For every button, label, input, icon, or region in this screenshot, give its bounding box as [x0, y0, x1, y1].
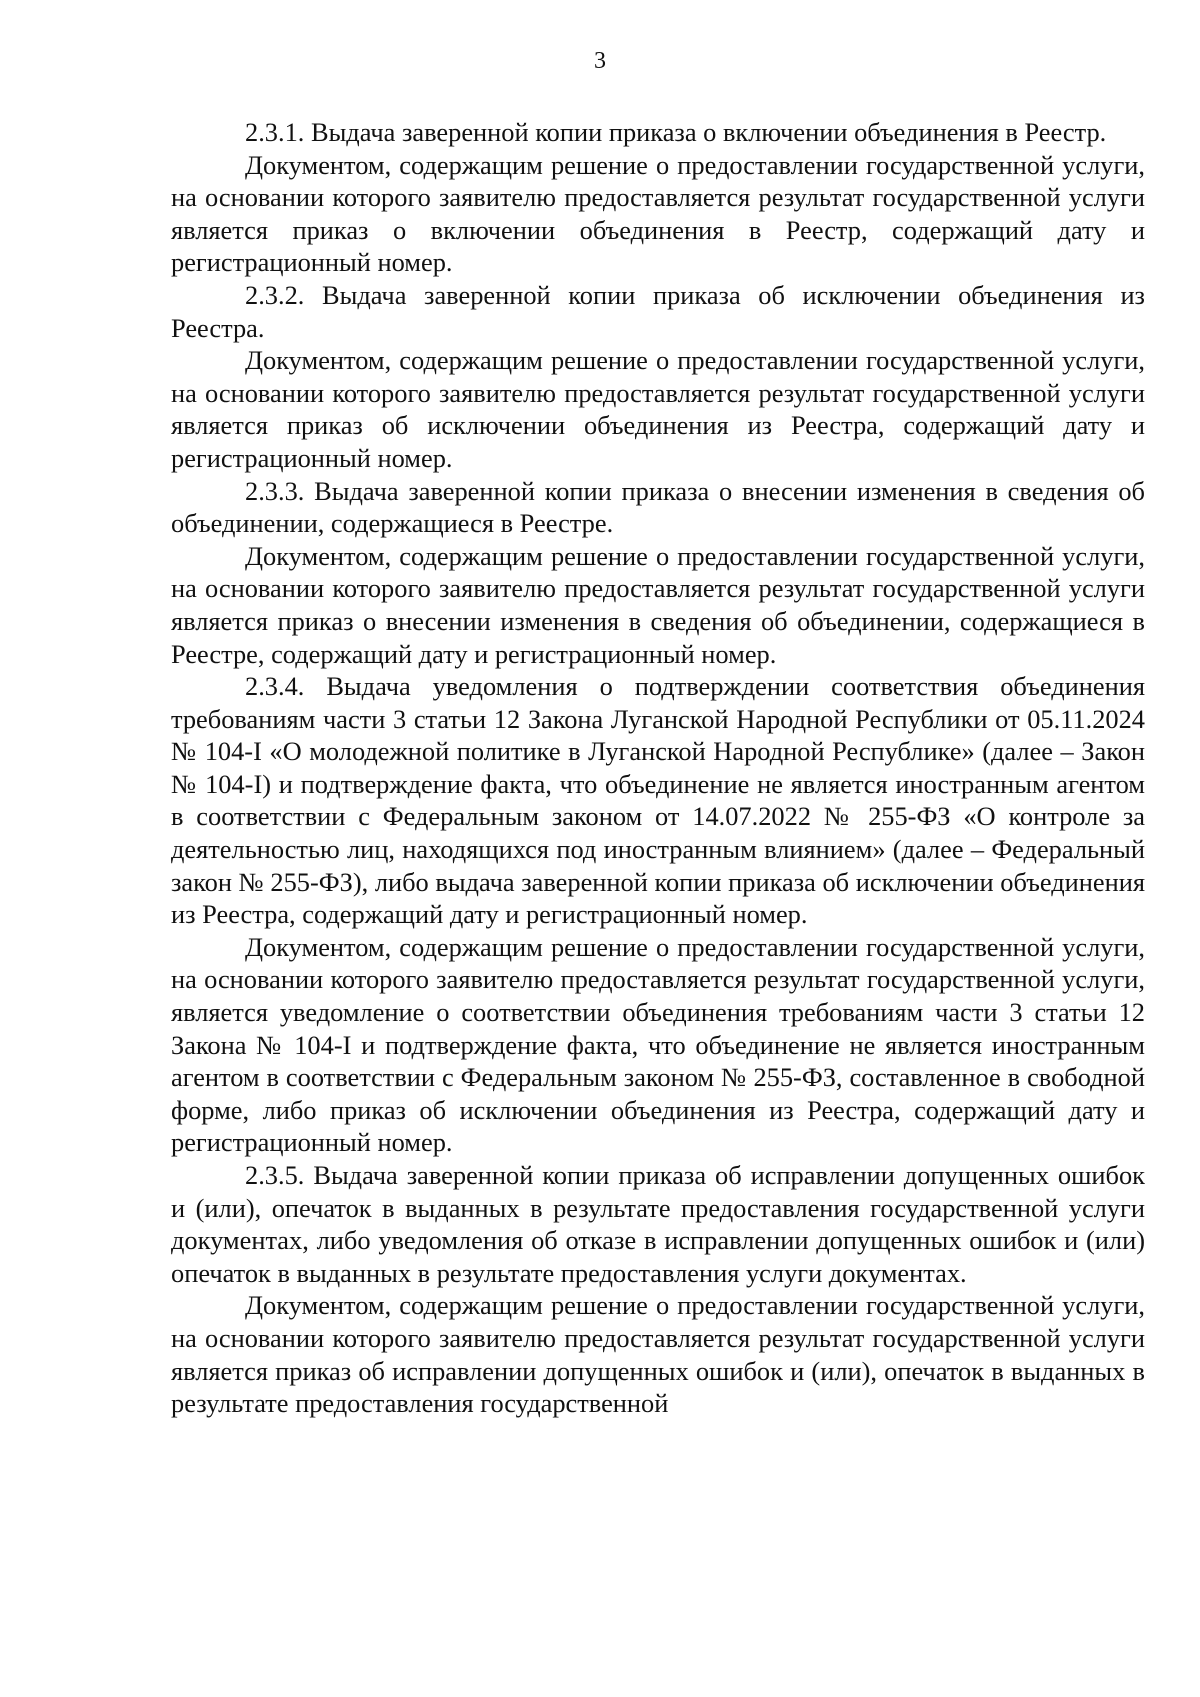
paragraph-2-3-1-result: Документом, содержащим решение о предоставлении государственной услуги, на основании которого заявителю предоставляется результат государственной услуги является приказ о включении объединения в Реестр, содержащий дату и регистрационный номер. [171, 149, 1145, 278]
paragraph-2-3-5-result: Документом, содержащим решение о предоставлении государственной услуги, на основании которого заявителю предоставляется результат государственной услуги является приказ об исправлении допущенных ошибок и (или), опечаток в выданных в результате предоставления государственной [171, 1290, 1145, 1419]
paragraph-2-3-4-heading: 2.3.4. Выдача уведомления о подтверждении соответствия объединения требованиям части 3 статьи 12 Закона Луганской Народной Республики от 05.11.2024 № 104-I «О молодежной политике в Луганской Народной Республике» (далее – Закон № 104-I) и подтверждение факта, что объединение не является иностранным агентом в соответствии с Федеральным законом от 14.07.2022 № 255-ФЗ «О контроле за деятельностью лиц, находящихся под иностранным влиянием» (далее – Федеральный закон № 255-ФЗ), либо выдача заверенной копии приказа об исключении объединения из Реестра, содержащий дату и регистрационный номер. [171, 671, 1145, 930]
paragraph-2-3-3-heading: 2.3.3. Выдача заверенной копии приказа о внесении изменения в сведения об объединении, содержащиеся в Реестре. [171, 475, 1145, 539]
paragraph-2-3-2-result: Документом, содержащим решение о предоставлении государственной услуги, на основании которого заявителю предоставляется результат государственной услуги является приказ об исключении объединения из Реестра, содержащий дату и регистрационный номер. [171, 345, 1145, 473]
paragraph-2-3-1-heading: 2.3.1. Выдача заверенной копии приказа о включении объединения в Реестр. [245, 117, 1107, 147]
document-body [171, 116, 1145, 1420]
paragraph-2-3-5-heading: 2.3.5. Выдача заверенной копии приказа об исправлении допущенных ошибок и (или), опечаток в выданных в результате предоставления государственной услуги документах, либо уведомления об отказе в исправлении допущенных ошибок и (или) опечаток в выданных в результате предоставления услуги документах. [171, 1160, 1145, 1288]
paragraph-2-3-3-result: Документом, содержащим решение о предоставлении государственной услуги, на основании которого заявителю предоставляется результат государственной услуги является приказ о внесении изменения в сведения об объединении, содержащиеся в Реестре, содержащий дату и регистрационный номер. [171, 540, 1145, 669]
page-number: 3 [594, 48, 606, 74]
paragraph-2-3-4-result: Документом, содержащим решение о предоставлении государственной услуги, на основании которого заявителю предоставляется результат государственной услуги, является уведомление о соответствии объединения требованиям части 3 статьи 12 Закона № 104-I и подтверждение факта, что объединение не является иностранным агентом в соответствии с Федеральным законом № 255-ФЗ, составленное в свободной форме, либо приказ об исключении объединения из Реестра, содержащий дату и регистрационный номер. [171, 931, 1145, 1158]
paragraph-2-3-2-heading: 2.3.2. Выдача заверенной копии приказа об исключении объединения из Реестра. [171, 279, 1145, 343]
